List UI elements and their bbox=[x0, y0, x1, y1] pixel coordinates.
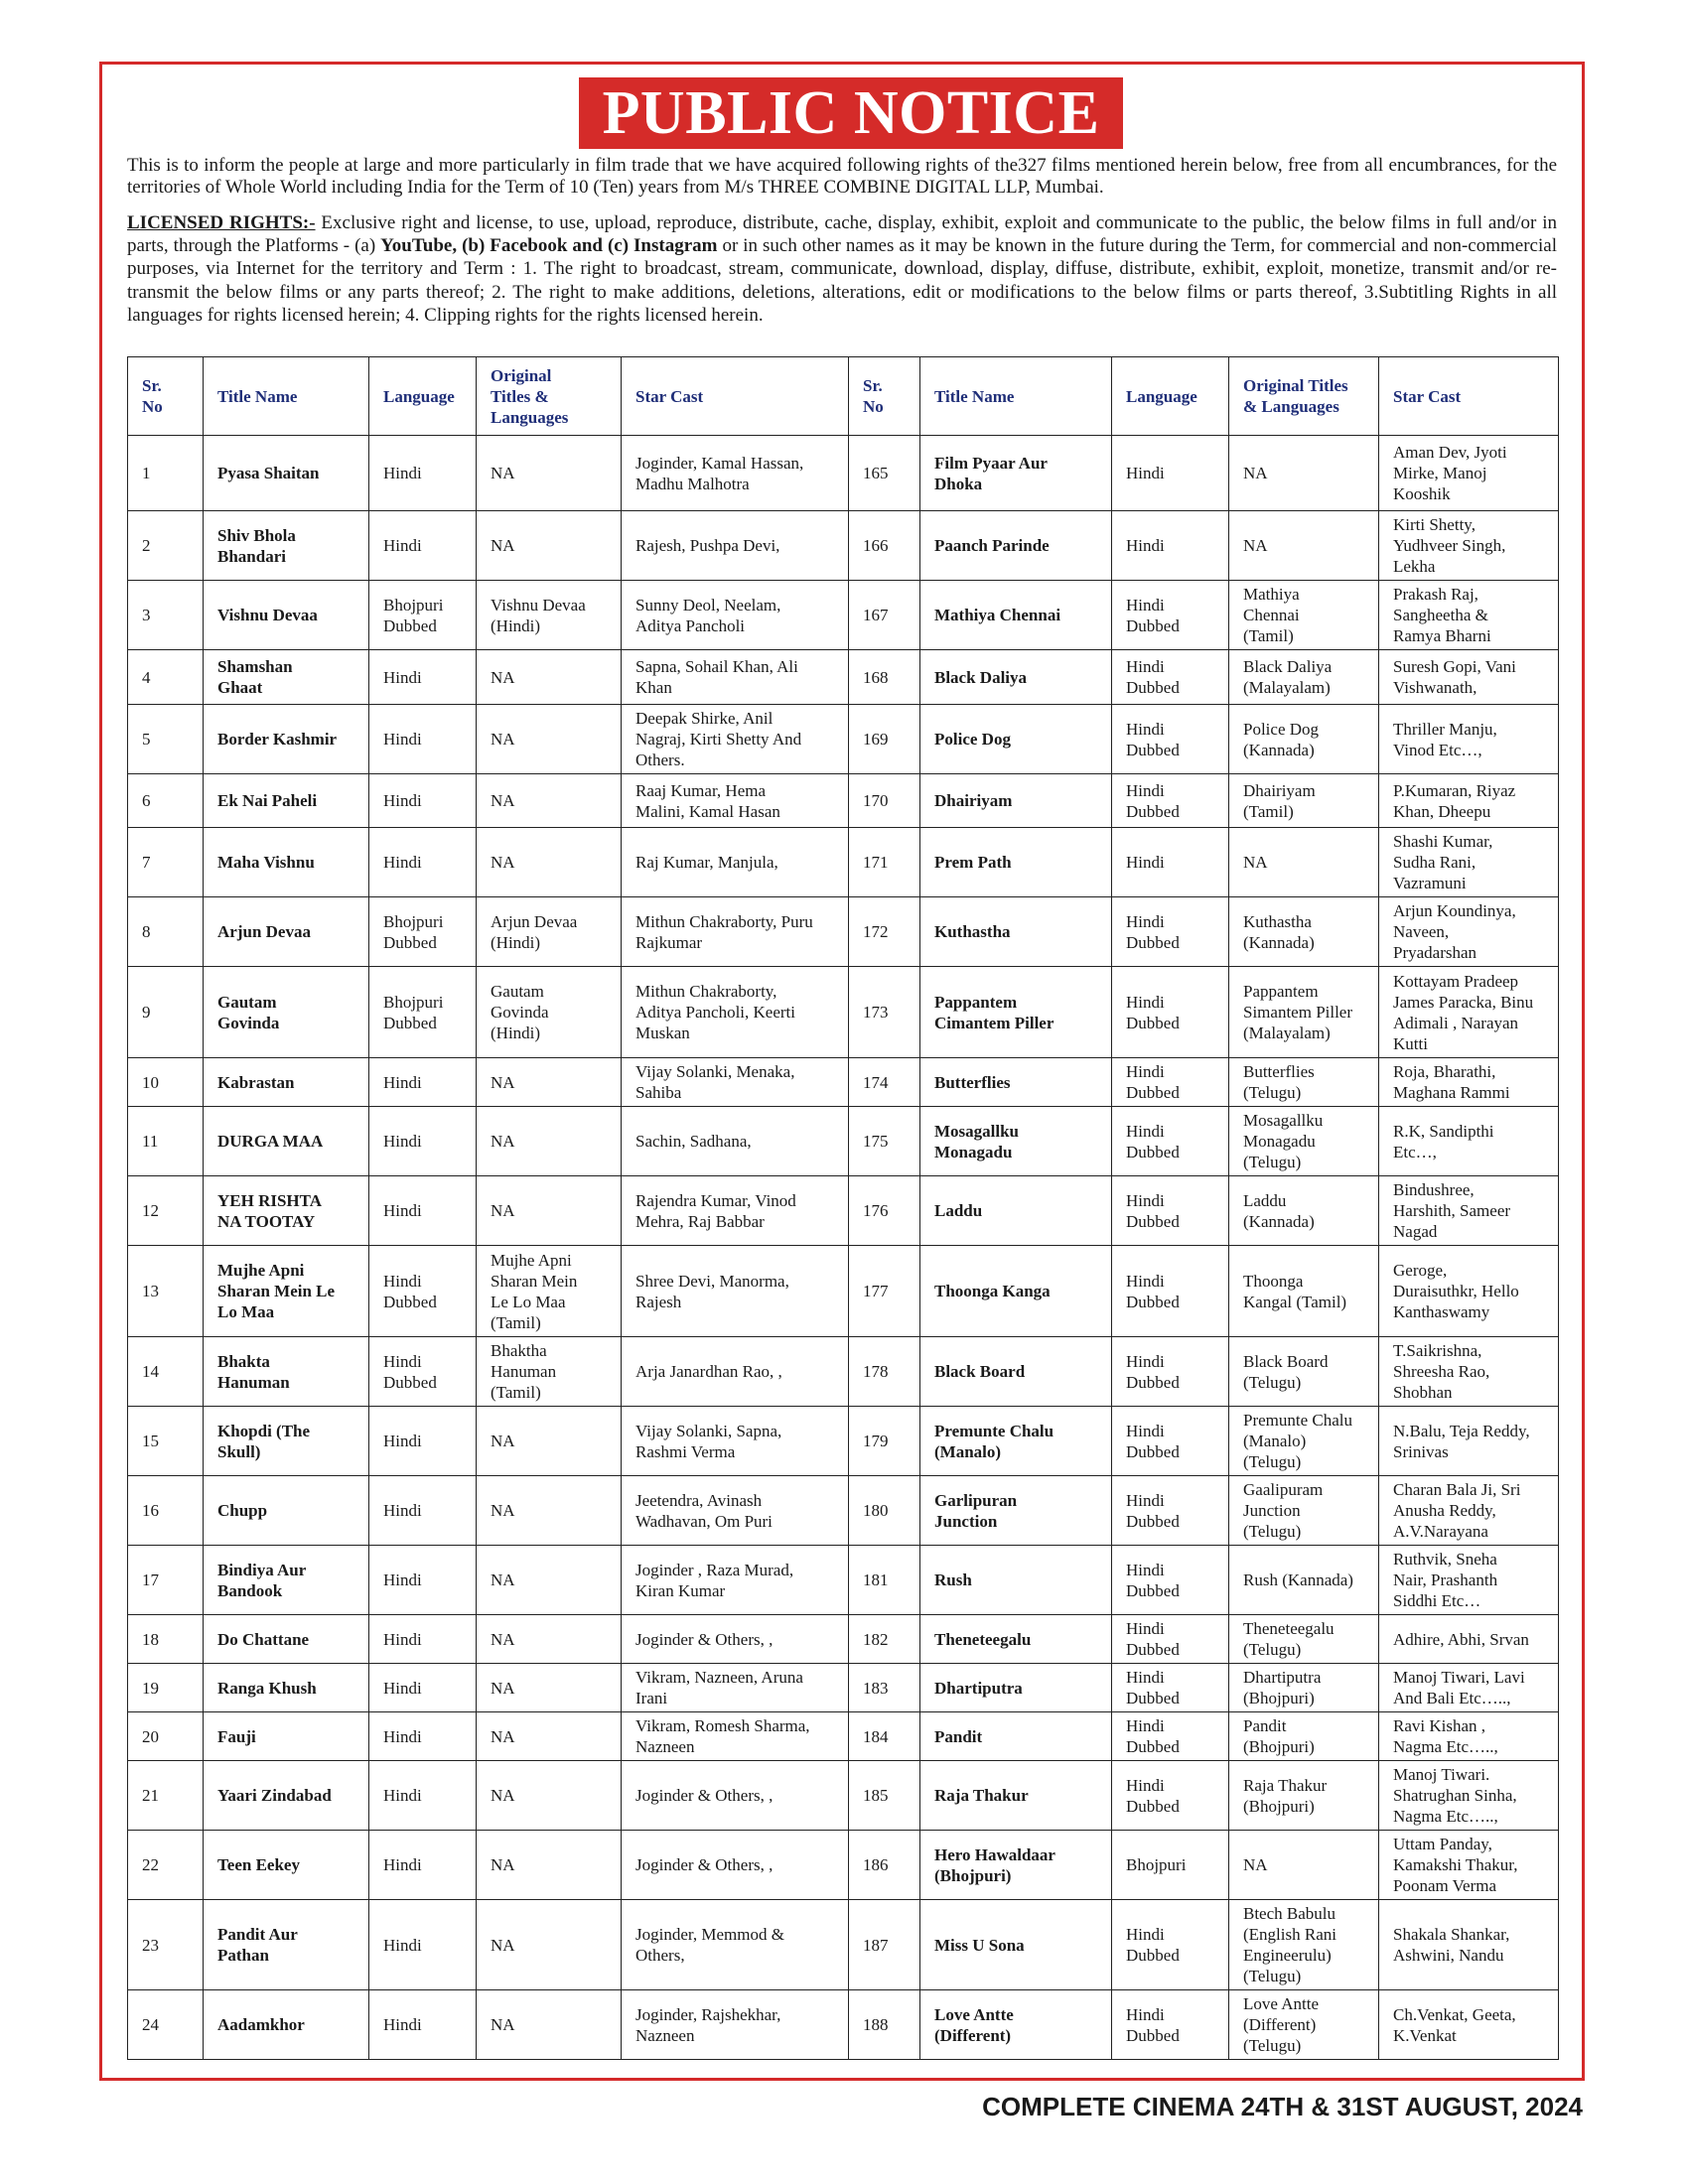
star-cast: Shree Devi, Manorma, Rajesh bbox=[622, 1246, 849, 1337]
star-cast: Sunny Deol, Neelam, Aditya Pancholi bbox=[622, 581, 849, 650]
table-row bbox=[128, 1615, 1559, 1664]
film-title: Ranga Khush bbox=[204, 1664, 369, 1712]
serial-number: 174 bbox=[849, 1058, 920, 1107]
serial-number: 169 bbox=[849, 705, 920, 774]
film-language: Hindi Dubbed bbox=[369, 1246, 477, 1337]
film-language: Hindi Dubbed bbox=[1112, 774, 1229, 828]
film-language: Hindi bbox=[369, 828, 477, 897]
original-title: NA bbox=[477, 650, 622, 705]
film-title: Bindiya Aur Bandook bbox=[204, 1546, 369, 1615]
original-title: Premunte Chalu (Manalo) (Telugu) bbox=[1229, 1407, 1379, 1476]
serial-number: 178 bbox=[849, 1337, 920, 1407]
film-language: Hindi bbox=[1112, 828, 1229, 897]
film-title: Love Antte (Different) bbox=[920, 1990, 1112, 2060]
serial-number: 12 bbox=[128, 1176, 204, 1246]
film-language: Hindi bbox=[369, 1990, 477, 2060]
film-title: Vishnu Devaa bbox=[204, 581, 369, 650]
licensed-rights-heading: LICENSED RIGHTS:- bbox=[127, 212, 316, 233]
original-title: Vishnu Devaa (Hindi) bbox=[477, 581, 622, 650]
rights-platforms: YouTube, (b) Facebook and (c) Instagram bbox=[380, 235, 718, 257]
film-language: Hindi bbox=[369, 1546, 477, 1615]
film-title: Police Dog bbox=[920, 705, 1112, 774]
original-title: NA bbox=[1229, 828, 1379, 897]
serial-number: 4 bbox=[128, 650, 204, 705]
original-title: Gaalipuram Junction (Telugu) bbox=[1229, 1476, 1379, 1546]
star-cast: Roja, Bharathi, Maghana Rammi bbox=[1379, 1058, 1559, 1107]
serial-number: 167 bbox=[849, 581, 920, 650]
original-title: Dhairiyam (Tamil) bbox=[1229, 774, 1379, 828]
serial-number: 173 bbox=[849, 967, 920, 1058]
star-cast: Rajendra Kumar, Vinod Mehra, Raj Babbar bbox=[622, 1176, 849, 1246]
serial-number: 9 bbox=[128, 967, 204, 1058]
film-language: Hindi Dubbed bbox=[1112, 581, 1229, 650]
film-language: Hindi bbox=[369, 774, 477, 828]
film-title: Mujhe Apni Sharan Mein Le Lo Maa bbox=[204, 1246, 369, 1337]
star-cast: P.Kumaran, Riyaz Khan, Dheepu bbox=[1379, 774, 1559, 828]
star-cast: Arjun Koundinya, Naveen, Pryadarshan bbox=[1379, 897, 1559, 967]
serial-number: 18 bbox=[128, 1615, 204, 1664]
film-language: Hindi bbox=[369, 1615, 477, 1664]
table-row bbox=[128, 1900, 1559, 1990]
table-row bbox=[128, 828, 1559, 897]
star-cast: Uttam Panday, Kamakshi Thakur, Poonam Verma bbox=[1379, 1831, 1559, 1900]
original-title: NA bbox=[477, 1761, 622, 1831]
film-language: Hindi Dubbed bbox=[1112, 1407, 1229, 1476]
original-title: Mujhe Apni Sharan Mein Le Lo Maa (Tamil) bbox=[477, 1246, 622, 1337]
original-title: NA bbox=[477, 436, 622, 511]
film-language: Bhojpuri bbox=[1112, 1831, 1229, 1900]
serial-number: 5 bbox=[128, 705, 204, 774]
film-language: Hindi Dubbed bbox=[1112, 1476, 1229, 1546]
star-cast: Geroge, Duraisuthkr, Hello Kanthaswamy bbox=[1379, 1246, 1559, 1337]
original-title: Police Dog (Kannada) bbox=[1229, 705, 1379, 774]
star-cast: Aman Dev, Jyoti Mirke, Manoj Kooshik bbox=[1379, 436, 1559, 511]
header-title-name: Title Name bbox=[204, 357, 369, 436]
star-cast: Ch.Venkat, Geeta, K.Venkat bbox=[1379, 1990, 1559, 2060]
serial-number: 19 bbox=[128, 1664, 204, 1712]
star-cast: Joginder, Kamal Hassan, Madhu Malhotra bbox=[622, 436, 849, 511]
film-language: Hindi Dubbed bbox=[1112, 1546, 1229, 1615]
film-language: Hindi Dubbed bbox=[1112, 650, 1229, 705]
original-title: Thoonga Kangal (Tamil) bbox=[1229, 1246, 1379, 1337]
serial-number: 186 bbox=[849, 1831, 920, 1900]
star-cast: Vikram, Romesh Sharma, Nazneen bbox=[622, 1712, 849, 1761]
film-title: Yaari Zindabad bbox=[204, 1761, 369, 1831]
film-language: Hindi bbox=[1112, 511, 1229, 581]
header-original-titles: Original Titles & Languages bbox=[1229, 357, 1379, 436]
film-title: Butterflies bbox=[920, 1058, 1112, 1107]
film-title: Shamshan Ghaat bbox=[204, 650, 369, 705]
film-title: Mosagallku Monagadu bbox=[920, 1107, 1112, 1176]
header-language: Language bbox=[369, 357, 477, 436]
original-title: NA bbox=[477, 1900, 622, 1990]
serial-number: 179 bbox=[849, 1407, 920, 1476]
original-title: NA bbox=[477, 1546, 622, 1615]
original-title: NA bbox=[477, 1176, 622, 1246]
film-language: Hindi Dubbed bbox=[1112, 1058, 1229, 1107]
original-title: NA bbox=[1229, 511, 1379, 581]
film-title: Ek Nai Paheli bbox=[204, 774, 369, 828]
star-cast: Jeetendra, Avinash Wadhavan, Om Puri bbox=[622, 1476, 849, 1546]
serial-number: 180 bbox=[849, 1476, 920, 1546]
film-title: Teen Eekey bbox=[204, 1831, 369, 1900]
table-row bbox=[128, 581, 1559, 650]
film-title: Shiv Bhola Bhandari bbox=[204, 511, 369, 581]
star-cast: Mithun Chakraborty, Aditya Pancholi, Keerti Muskan bbox=[622, 967, 849, 1058]
film-language: Hindi bbox=[369, 1761, 477, 1831]
film-language: Hindi bbox=[369, 1176, 477, 1246]
serial-number: 10 bbox=[128, 1058, 204, 1107]
film-title: Khopdi (The Skull) bbox=[204, 1407, 369, 1476]
film-language: Hindi Dubbed bbox=[1112, 1337, 1229, 1407]
film-language: Hindi bbox=[369, 511, 477, 581]
table-row bbox=[128, 1407, 1559, 1476]
film-title: Fauji bbox=[204, 1712, 369, 1761]
film-language: Hindi Dubbed bbox=[369, 1337, 477, 1407]
serial-number: 16 bbox=[128, 1476, 204, 1546]
film-title: Arjun Devaa bbox=[204, 897, 369, 967]
serial-number: 166 bbox=[849, 511, 920, 581]
films-table bbox=[127, 356, 1559, 2060]
film-title: YEH RISHTA NA TOOTAY bbox=[204, 1176, 369, 1246]
star-cast: Shashi Kumar, Sudha Rani, Vazramuni bbox=[1379, 828, 1559, 897]
serial-number: 23 bbox=[128, 1900, 204, 1990]
serial-number: 11 bbox=[128, 1107, 204, 1176]
film-language: Hindi bbox=[369, 650, 477, 705]
serial-number: 170 bbox=[849, 774, 920, 828]
table-row bbox=[128, 897, 1559, 967]
film-language: Bhojpuri Dubbed bbox=[369, 581, 477, 650]
star-cast: R.K, Sandipthi Etc…, bbox=[1379, 1107, 1559, 1176]
original-title: NA bbox=[477, 511, 622, 581]
film-language: Hindi Dubbed bbox=[1112, 1900, 1229, 1990]
film-title: Thoonga Kanga bbox=[920, 1246, 1112, 1337]
film-title: Bhakta Hanuman bbox=[204, 1337, 369, 1407]
star-cast: Rajesh, Pushpa Devi, bbox=[622, 511, 849, 581]
film-language: Hindi Dubbed bbox=[1112, 1990, 1229, 2060]
film-title: Prem Path bbox=[920, 828, 1112, 897]
serial-number: 183 bbox=[849, 1664, 920, 1712]
table-row bbox=[128, 1176, 1559, 1246]
original-title: NA bbox=[477, 1664, 622, 1712]
film-title: Paanch Parinde bbox=[920, 511, 1112, 581]
star-cast: Joginder, Rajshekhar, Nazneen bbox=[622, 1990, 849, 2060]
star-cast: Joginder & Others, , bbox=[622, 1615, 849, 1664]
original-title: NA bbox=[1229, 1831, 1379, 1900]
film-title: Pyasa Shaitan bbox=[204, 436, 369, 511]
star-cast: Sachin, Sadhana, bbox=[622, 1107, 849, 1176]
original-title: NA bbox=[477, 1107, 622, 1176]
publication-footer: COMPLETE CINEMA 24TH & 31ST AUGUST, 2024 bbox=[982, 2092, 1583, 2121]
film-title: Aadamkhor bbox=[204, 1990, 369, 2060]
rights-text-2: or in such other names as it may be known in the future during the Term, for commercial and non-commercial purposes, via Internet for the territory and Term : 1. The right to broadcast, stream, communicate, download, display, diffuse, distribute, exhibit, exploit, monetize, transmit and/or re-transmit the below films or any parts thereof; 2. The right to make additions, deletions, alterations, edit or modifications to the below films or parts thereof, 3.Subtitling Rights in all languages for rights licensed herein; 4. Clipping rights for the rights licensed herein. bbox=[127, 235, 1557, 326]
header-sr-no: Sr. No bbox=[849, 357, 920, 436]
star-cast: Charan Bala Ji, Sri Anusha Reddy, A.V.Narayana bbox=[1379, 1476, 1559, 1546]
film-language: Hindi bbox=[369, 705, 477, 774]
serial-number: 188 bbox=[849, 1990, 920, 2060]
star-cast: Joginder & Others, , bbox=[622, 1761, 849, 1831]
star-cast: Shakala Shankar, Ashwini, Nandu bbox=[1379, 1900, 1559, 1990]
film-title: Pappantem Cimantem Piller bbox=[920, 967, 1112, 1058]
film-language: Bhojpuri Dubbed bbox=[369, 897, 477, 967]
table-row bbox=[128, 1546, 1559, 1615]
star-cast: Kottayam Pradeep James Paracka, Binu Adimali , Narayan Kutti bbox=[1379, 967, 1559, 1058]
original-title: Mosagallku Monagadu (Telugu) bbox=[1229, 1107, 1379, 1176]
original-title: Rush (Kannada) bbox=[1229, 1546, 1379, 1615]
original-title: Gautam Govinda (Hindi) bbox=[477, 967, 622, 1058]
serial-number: 171 bbox=[849, 828, 920, 897]
film-title: Mathiya Chennai bbox=[920, 581, 1112, 650]
serial-number: 7 bbox=[128, 828, 204, 897]
serial-number: 1 bbox=[128, 436, 204, 511]
film-title: Raja Thakur bbox=[920, 1761, 1112, 1831]
film-title: Kuthastha bbox=[920, 897, 1112, 967]
film-title: Theneteegalu bbox=[920, 1615, 1112, 1664]
original-title: NA bbox=[477, 1990, 622, 2060]
film-title: Pandit Aur Pathan bbox=[204, 1900, 369, 1990]
serial-number: 15 bbox=[128, 1407, 204, 1476]
serial-number: 182 bbox=[849, 1615, 920, 1664]
star-cast: Sapna, Sohail Khan, Ali Khan bbox=[622, 650, 849, 705]
serial-number: 13 bbox=[128, 1246, 204, 1337]
original-title: NA bbox=[477, 1831, 622, 1900]
table-row bbox=[128, 436, 1559, 511]
film-language: Hindi Dubbed bbox=[1112, 1107, 1229, 1176]
film-title: Premunte Chalu (Manalo) bbox=[920, 1407, 1112, 1476]
original-title: Pandit (Bhojpuri) bbox=[1229, 1712, 1379, 1761]
star-cast: Vijay Solanki, Menaka, Sahiba bbox=[622, 1058, 849, 1107]
table-row bbox=[128, 1761, 1559, 1831]
film-language: Hindi Dubbed bbox=[1112, 1246, 1229, 1337]
original-title: Love Antte (Different) (Telugu) bbox=[1229, 1990, 1379, 2060]
original-title: Black Daliya (Malayalam) bbox=[1229, 650, 1379, 705]
film-language: Hindi bbox=[1112, 436, 1229, 511]
film-language: Hindi Dubbed bbox=[1112, 705, 1229, 774]
original-title: NA bbox=[477, 1615, 622, 1664]
table-row bbox=[128, 1664, 1559, 1712]
original-title: Mathiya Chennai (Tamil) bbox=[1229, 581, 1379, 650]
film-language: Hindi bbox=[369, 1664, 477, 1712]
serial-number: 181 bbox=[849, 1546, 920, 1615]
star-cast: Thriller Manju, Vinod Etc…, bbox=[1379, 705, 1559, 774]
original-title: Black Board (Telugu) bbox=[1229, 1337, 1379, 1407]
film-title: Do Chattane bbox=[204, 1615, 369, 1664]
serial-number: 8 bbox=[128, 897, 204, 967]
original-title: Pappantem Simantem Piller (Malayalam) bbox=[1229, 967, 1379, 1058]
original-title: NA bbox=[1229, 436, 1379, 511]
star-cast: N.Balu, Teja Reddy, Srinivas bbox=[1379, 1407, 1559, 1476]
film-title: Chupp bbox=[204, 1476, 369, 1546]
film-language: Bhojpuri Dubbed bbox=[369, 967, 477, 1058]
serial-number: 6 bbox=[128, 774, 204, 828]
star-cast: Bindushree, Harshith, Sameer Nagad bbox=[1379, 1176, 1559, 1246]
film-language: Hindi Dubbed bbox=[1112, 1761, 1229, 1831]
star-cast: Raj Kumar, Manjula, bbox=[622, 828, 849, 897]
table-row bbox=[128, 511, 1559, 581]
original-title: NA bbox=[477, 705, 622, 774]
original-title: NA bbox=[477, 1407, 622, 1476]
table-row bbox=[128, 1712, 1559, 1761]
serial-number: 2 bbox=[128, 511, 204, 581]
original-title: Bhaktha Hanuman (Tamil) bbox=[477, 1337, 622, 1407]
star-cast: Mithun Chakraborty, Puru Rajkumar bbox=[622, 897, 849, 967]
header-original-titles: Original Titles & Languages bbox=[477, 357, 622, 436]
serial-number: 17 bbox=[128, 1546, 204, 1615]
film-language: Hindi bbox=[369, 1712, 477, 1761]
star-cast: Joginder & Others, , bbox=[622, 1831, 849, 1900]
table-row bbox=[128, 967, 1559, 1058]
original-title: NA bbox=[477, 1712, 622, 1761]
star-cast: Vikram, Nazneen, Aruna Irani bbox=[622, 1664, 849, 1712]
licensed-rights-paragraph bbox=[127, 211, 1557, 327]
header-sr-no: Sr. No bbox=[128, 357, 204, 436]
film-title: Gautam Govinda bbox=[204, 967, 369, 1058]
serial-number: 3 bbox=[128, 581, 204, 650]
star-cast: Ravi Kishan , Nagma Etc….., bbox=[1379, 1712, 1559, 1761]
serial-number: 185 bbox=[849, 1761, 920, 1831]
film-title: Garlipuran Junction bbox=[920, 1476, 1112, 1546]
film-title: Hero Hawaldaar (Bhojpuri) bbox=[920, 1831, 1112, 1900]
star-cast: Manoj Tiwari, Lavi And Bali Etc….., bbox=[1379, 1664, 1559, 1712]
star-cast: Suresh Gopi, Vani Vishwanath, bbox=[1379, 650, 1559, 705]
serial-number: 24 bbox=[128, 1990, 204, 2060]
serial-number: 172 bbox=[849, 897, 920, 967]
film-language: Hindi bbox=[369, 1407, 477, 1476]
star-cast: Deepak Shirke, Anil Nagraj, Kirti Shetty And Others. bbox=[622, 705, 849, 774]
header-language: Language bbox=[1112, 357, 1229, 436]
serial-number: 177 bbox=[849, 1246, 920, 1337]
header-title-name: Title Name bbox=[920, 357, 1112, 436]
original-title: NA bbox=[477, 1058, 622, 1107]
serial-number: 165 bbox=[849, 436, 920, 511]
table-row bbox=[128, 1246, 1559, 1337]
film-title: Dhartiputra bbox=[920, 1664, 1112, 1712]
film-language: Hindi bbox=[369, 1107, 477, 1176]
film-language: Hindi Dubbed bbox=[1112, 1712, 1229, 1761]
header-star-cast: Star Cast bbox=[622, 357, 849, 436]
original-title: NA bbox=[477, 1476, 622, 1546]
film-title: Border Kashmir bbox=[204, 705, 369, 774]
header-star-cast: Star Cast bbox=[1379, 357, 1559, 436]
original-title: Raja Thakur (Bhojpuri) bbox=[1229, 1761, 1379, 1831]
original-title: Laddu (Kannada) bbox=[1229, 1176, 1379, 1246]
original-title: Btech Babulu (English Rani Engineerulu) (Telugu) bbox=[1229, 1900, 1379, 1990]
star-cast: Prakash Raj, Sangheetha & Ramya Bharni bbox=[1379, 581, 1559, 650]
film-language: Hindi Dubbed bbox=[1112, 1664, 1229, 1712]
film-title: Pandit bbox=[920, 1712, 1112, 1761]
original-title: Theneteegalu (Telugu) bbox=[1229, 1615, 1379, 1664]
table-row bbox=[128, 1831, 1559, 1900]
film-language: Hindi Dubbed bbox=[1112, 1176, 1229, 1246]
serial-number: 184 bbox=[849, 1712, 920, 1761]
star-cast: Arja Janardhan Rao, , bbox=[622, 1337, 849, 1407]
star-cast: Raaj Kumar, Hema Malini, Kamal Hasan bbox=[622, 774, 849, 828]
film-title: Kabrastan bbox=[204, 1058, 369, 1107]
table-row bbox=[128, 1337, 1559, 1407]
serial-number: 168 bbox=[849, 650, 920, 705]
serial-number: 22 bbox=[128, 1831, 204, 1900]
star-cast: T.Saikrishna, Shreesha Rao, Shobhan bbox=[1379, 1337, 1559, 1407]
original-title: Dhartiputra (Bhojpuri) bbox=[1229, 1664, 1379, 1712]
film-language: Hindi Dubbed bbox=[1112, 1615, 1229, 1664]
film-title: Black Daliya bbox=[920, 650, 1112, 705]
film-title: DURGA MAA bbox=[204, 1107, 369, 1176]
star-cast: Kirti Shetty, Yudhveer Singh, Lekha bbox=[1379, 511, 1559, 581]
film-title: Laddu bbox=[920, 1176, 1112, 1246]
film-title: Rush bbox=[920, 1546, 1112, 1615]
intro-paragraph: This is to inform the people at large and more particularly in film trade that we have acquired following rights of the327 films mentioned herein below, free from all encumbrances, for the territories of Whole World including India for the Term of 10 (Ten) years from M/s THREE COMBINE DIGITAL LLP, Mumbai. bbox=[127, 155, 1557, 198]
film-language: Hindi bbox=[369, 1058, 477, 1107]
table-row bbox=[128, 1476, 1559, 1546]
film-language: Hindi bbox=[369, 1900, 477, 1990]
film-language: Hindi bbox=[369, 1476, 477, 1546]
film-title: Miss U Sona bbox=[920, 1900, 1112, 1990]
original-title: Butterflies (Telugu) bbox=[1229, 1058, 1379, 1107]
table-row bbox=[128, 1990, 1559, 2060]
star-cast: Joginder , Raza Murad, Kiran Kumar bbox=[622, 1546, 849, 1615]
serial-number: 187 bbox=[849, 1900, 920, 1990]
film-title: Film Pyaar Aur Dhoka bbox=[920, 436, 1112, 511]
film-title: Black Board bbox=[920, 1337, 1112, 1407]
star-cast: Joginder, Memmod & Others, bbox=[622, 1900, 849, 1990]
table-header-row bbox=[128, 357, 1559, 436]
serial-number: 14 bbox=[128, 1337, 204, 1407]
film-language: Hindi bbox=[369, 1831, 477, 1900]
serial-number: 20 bbox=[128, 1712, 204, 1761]
notice-title: PUBLIC NOTICE bbox=[579, 77, 1123, 149]
original-title: NA bbox=[477, 828, 622, 897]
star-cast: Manoj Tiwari. Shatrughan Sinha, Nagma Etc….., bbox=[1379, 1761, 1559, 1831]
film-language: Hindi Dubbed bbox=[1112, 967, 1229, 1058]
star-cast: Ruthvik, Sneha Nair, Prashanth Siddhi Etc… bbox=[1379, 1546, 1559, 1615]
serial-number: 175 bbox=[849, 1107, 920, 1176]
serial-number: 21 bbox=[128, 1761, 204, 1831]
star-cast: Adhire, Abhi, Srvan bbox=[1379, 1615, 1559, 1664]
star-cast: Vijay Solanki, Sapna, Rashmi Verma bbox=[622, 1407, 849, 1476]
table-row bbox=[128, 1058, 1559, 1107]
original-title: Kuthastha (Kannada) bbox=[1229, 897, 1379, 967]
rights-text-1: Exclusive right and license, to use, upload, reproduce, distribute, cache, display, exhibit, exploit and communicate to the public, the below films in full and/or in parts, through the Platforms - (a) bbox=[127, 212, 1557, 257]
table-row bbox=[128, 774, 1559, 828]
film-language: Hindi Dubbed bbox=[1112, 897, 1229, 967]
original-title: NA bbox=[477, 774, 622, 828]
original-title: Arjun Devaa (Hindi) bbox=[477, 897, 622, 967]
film-title: Maha Vishnu bbox=[204, 828, 369, 897]
film-language: Hindi bbox=[369, 436, 477, 511]
serial-number: 176 bbox=[849, 1176, 920, 1246]
table-row bbox=[128, 1107, 1559, 1176]
film-title: Dhairiyam bbox=[920, 774, 1112, 828]
table-row bbox=[128, 705, 1559, 774]
table-row bbox=[128, 650, 1559, 705]
